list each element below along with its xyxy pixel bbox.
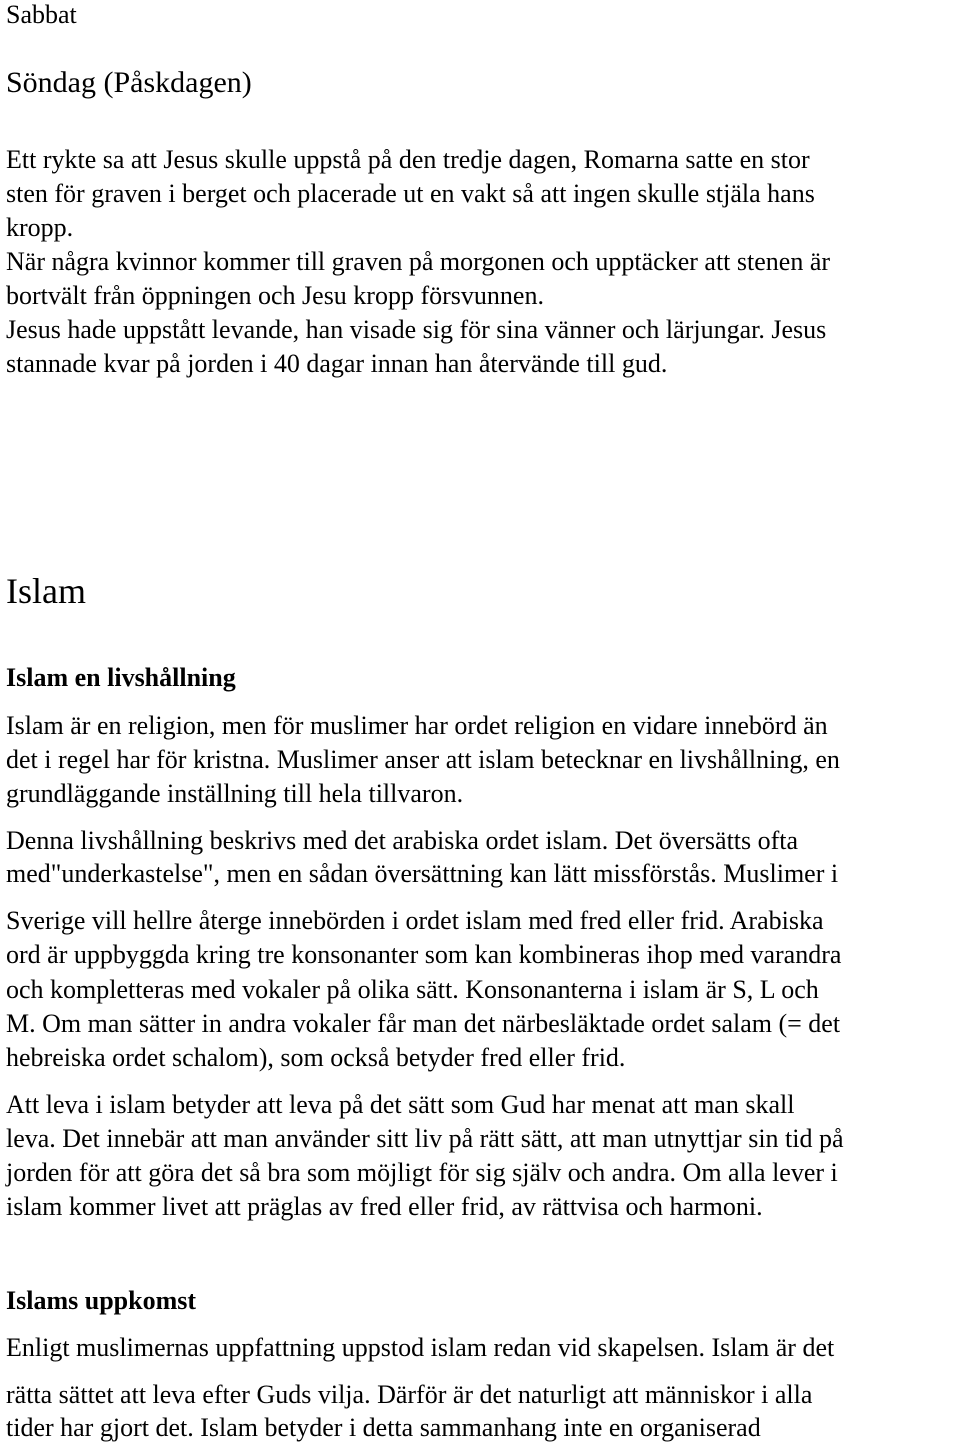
text-line: bortvält från öppningen och Jesu kropp försvunnen. xyxy=(6,281,544,310)
text-line: sten för graven i berget och placerade ut en vakt så att ingen skulle stjäla hans xyxy=(6,179,815,208)
text-line: Denna livshållning beskrivs med det arabiska ordet islam. Det översätts ofta xyxy=(6,826,799,855)
text-line: kropp. xyxy=(6,213,74,242)
text-line: Enligt muslimernas uppfattning uppstod islam redan vid skapelsen. Islam är det xyxy=(6,1333,835,1362)
heading-livshallning: Islam en livshållning xyxy=(6,663,236,692)
heading-islam: Islam xyxy=(6,571,86,611)
heading-uppkomst: Islams uppkomst xyxy=(6,1286,197,1315)
text-line: När några kvinnor kommer till graven på morgonen och upptäcker att stenen är xyxy=(6,247,831,276)
text-line: Att leva i islam betyder att leva på det sätt som Gud har menat att man skall xyxy=(6,1090,795,1119)
text-line: med"underkastelse", men en sådan översättning kan lätt missförstås. Muslimer i xyxy=(6,859,839,888)
text-line: och kompletteras med vokaler på olika sätt. Konsonanterna i islam är S, L och xyxy=(6,975,819,1004)
text-line: tider har gjort det. Islam betyder i detta sammanhang inte en organiserad xyxy=(6,1413,761,1442)
text-line: det i regel har för kristna. Muslimer anser att islam betecknar en livshållning, en xyxy=(6,745,840,774)
text-line: jorden för att göra det så bra som möjligt för sig själv och andra. Om alla lever i xyxy=(6,1158,838,1187)
text-line: hebreiska ordet schalom), som också betyder fred eller frid. xyxy=(6,1043,626,1072)
text-line: Ett rykte sa att Jesus skulle uppstå på den tredje dagen, Romarna satte en stor xyxy=(6,145,810,174)
text-line: leva. Det innebär att man använder sitt liv på rätt sätt, att man utnyttjar sin tid på xyxy=(6,1124,844,1153)
text-line: islam kommer livet att präglas av fred eller frid, av rättvisa och harmoni. xyxy=(6,1192,763,1221)
heading-sabbat: Sabbat xyxy=(6,0,77,29)
text-line: rätta sättet att leva efter Guds vilja. Därför är det naturligt att människor i alla xyxy=(6,1380,813,1409)
text-line: M. Om man sätter in andra vokaler får man det närbesläktade ordet salam (= det xyxy=(6,1009,841,1038)
text-line: Jesus hade uppstått levande, han visade sig för sina vänner och lärjungar. Jesus xyxy=(6,315,827,344)
text-line: ord är uppbyggda kring tre konsonanter som kan kombineras ihop med varandra xyxy=(6,940,842,969)
text-line: Islam är en religion, men för muslimer har ordet religion en vidare innebörd än xyxy=(6,711,828,740)
heading-sondag: Söndag (Påskdagen) xyxy=(6,66,252,99)
text-line: grundläggande inställning till hela tillvaron. xyxy=(6,779,464,808)
text-line: stannade kvar på jorden i 40 dagar innan han återvände till gud. xyxy=(6,349,668,378)
text-line: Sverige vill hellre återge innebörden i ordet islam med fred eller frid. Arabiska xyxy=(6,906,824,935)
